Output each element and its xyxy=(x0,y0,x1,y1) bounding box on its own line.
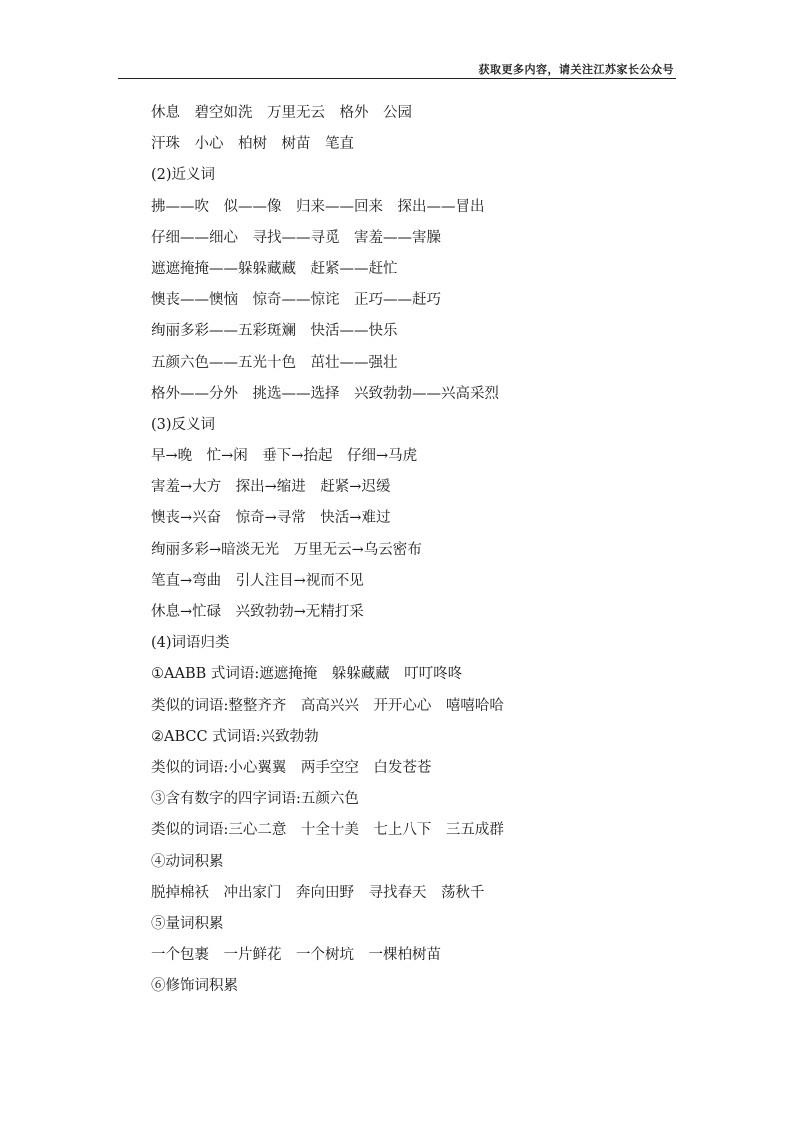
text-line: ①AABB 式词语:遮遮掩掩 躲躲藏藏 叮叮咚咚 xyxy=(151,666,463,683)
text-line: 类似的词语:三心二意 十全十美 七上八下 三五成群 xyxy=(151,822,504,839)
text-line: ③含有数字的四字词语:五颜六色 xyxy=(151,791,359,808)
text-line: 绚丽多彩→暗淡无光 万里无云→乌云密布 xyxy=(151,541,422,558)
section-heading-categories: (4)词语归类 xyxy=(151,635,230,652)
text-line: 格外——分外 挑选——选择 兴致勃勃——兴高采烈 xyxy=(151,385,499,402)
text-line: 汗珠 小心 柏树 树苗 笔直 xyxy=(151,136,354,153)
text-line: 休息→忙碌 兴致勃勃→无精打采 xyxy=(151,604,364,620)
text-line: 脱掉棉袄 冲出家门 奔向田野 寻找春天 荡秋千 xyxy=(151,884,485,901)
text-line: ⑥修饰词积累 xyxy=(151,978,238,995)
header-note: 获取更多内容，请关注江苏家长公众号 xyxy=(478,63,674,76)
text-line: 早→晚 忙→闲 垂下→抬起 仔细→马虎 xyxy=(151,448,418,465)
document-body xyxy=(151,98,711,1002)
text-line: 拂——吹 似——像 归来——回来 探出——冒出 xyxy=(151,198,485,215)
text-line: 类似的词语:小心翼翼 两手空空 白发苍苍 xyxy=(151,759,432,776)
text-line: ⑤量词积累 xyxy=(151,915,224,932)
text-line: 遮遮掩掩——躲躲藏藏 赶紧——赶忙 xyxy=(151,260,398,277)
text-line: 类似的词语:整整齐齐 高高兴兴 开开心心 嘻嘻哈哈 xyxy=(151,697,504,714)
text-line: ④动词积累 xyxy=(151,853,224,870)
text-line: ②ABCC 式词语:兴致勃勃 xyxy=(151,728,319,745)
text-line: 害羞→大方 探出→缩进 赶紧→迟缓 xyxy=(151,479,391,496)
text-line: 笔直→弯曲 引人注目→视而不见 xyxy=(151,572,364,589)
section-heading-antonyms: (3)反义词 xyxy=(151,416,216,433)
page-header xyxy=(118,58,676,79)
text-line: 懊丧——懊恼 惊奇——惊诧 正巧——赶巧 xyxy=(151,292,441,309)
text-line: 休息 碧空如洗 万里无云 格外 公园 xyxy=(151,105,412,121)
section-heading-synonyms: (2)近义词 xyxy=(151,167,216,184)
text-line: 绚丽多彩——五彩斑斓 快活——快乐 xyxy=(151,323,398,340)
text-line: 一个包裹 一片鲜花 一个树坑 一棵柏树苗 xyxy=(151,947,441,964)
text-line: 五颜六色——五光十色 茁壮——强壮 xyxy=(151,354,398,371)
text-line: 懊丧→兴奋 惊奇→寻常 快活→难过 xyxy=(151,510,391,527)
text-line: 仔细——细心 寻找——寻觅 害羞——害臊 xyxy=(151,229,441,246)
